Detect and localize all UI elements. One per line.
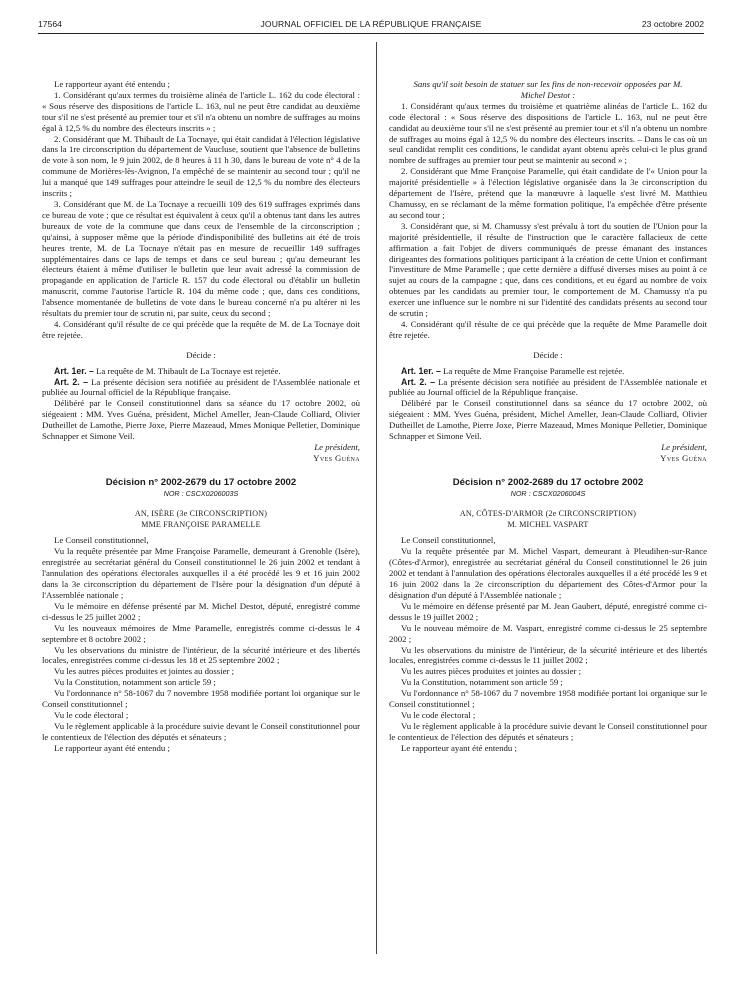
paragraph: Vu le règlement applicable à la procédure suivie devant le Conseil constitutionnel pour le contentieux de l'élection des députés et sénateurs ; — [42, 720, 360, 742]
paragraph: 2. Considérant que Mme Françoise Paramelle, qui était candidate de l'« Union pour la majorité présidentielle » à l'élection législative organisée dans la 3e circonscription du département de l'Isère, prétend que la manœuvre à laquelle s'est livré M. Matthieu Chamussy, en se réclamant de la même formation politique, l'a empêchée d'être présente au second tour ; — [389, 166, 707, 220]
paragraph: 1. Considérant qu'aux termes du troisième alinéa de l'article L. 162 du code électoral : « Sous réserve des dispositions de l'article L. 163, nul ne peut être candidat au deuxième tour s'il ne s'est présenté au premier tour et s'il n'a obtenu un nombre de suffrages au moins égal à 12,5 % du nombre des électeurs inscrits » ; — [42, 89, 360, 133]
paragraph: Vu l'ordonnance n° 58-1067 du 7 novembre 1958 modifiée portant loi organique sur le Conseil constitutionnel ; — [389, 688, 707, 710]
paragraph: Le rapporteur ayant été entendu ; — [54, 742, 170, 753]
page-header — [38, 19, 704, 33]
circonscription: AN, CÔTES-D'ARMOR (2e CIRCONSCRIPTION) — [459, 508, 637, 518]
paragraph: Le rapporteur ayant été entendu ; — [54, 79, 170, 89]
circonscription: AN, ISÈRE (3e CIRCONSCRIPTION) — [134, 508, 268, 518]
header-rule — [38, 33, 704, 34]
article-1 — [389, 366, 707, 377]
article-1 — [42, 366, 360, 377]
paragraph: 1. Considérant qu'aux termes du troisième et quatrième alinéas de l'article L. 162 du code électoral : « Sous réserve des dispositions de l'article L. 163, nul ne peut être candidat au deuxième tour s'il ne s'est présenté au premier tour et s'il n'a obtenu un nombre de suffrages au moins égal à 12,5 % du nombre des électeurs inscrits. – Dans le cas où un seul candidat remplit ces conditions, le candidat ayant obtenu après celui-ci le plus grand nombre de suffrages au premier tour peut se maintenir au second » ; — [389, 100, 707, 166]
left-column — [42, 79, 360, 754]
article-2-text: La présente décision sera notifiée au président de l'Assemblée nationale et publiée au Journal officiel de la République française. — [42, 376, 360, 398]
deliberation: Délibéré par le Conseil constitutionnel dans sa séance du 17 octobre 2002, où siégeaient : MM. Yves Guéna, président, Michel Ameller, Jean-Claude Colliard, Olivier Dutheillet de Lamothe, Pierre Joxe, Pierre Mazeaud, Mmes Monique Pelletier, Dominique Schnapper et Simone Veil. — [42, 398, 360, 442]
article-1-text: La requête de Mme Françoise Paramelle est rejetée. — [440, 365, 625, 376]
signature-title: Le président, — [314, 442, 360, 452]
paragraph: Vu le code électoral ; — [401, 709, 476, 720]
paragraph: Vu la Constitution, notamment son article 59 ; — [54, 677, 216, 688]
article-2-text: La présente décision sera notifiée au président de l'Assemblée nationale et publiée au Journal officiel de la République française. — [389, 376, 707, 398]
nor-reference: NOR : CSCX0206003S — [163, 488, 239, 498]
paragraph: Le Conseil constitutionnel, — [401, 535, 496, 546]
issue-date: 23 octobre 2002 — [641, 19, 704, 29]
paragraph: Le rapporteur ayant été entendu ; — [401, 742, 517, 753]
decide-heading: Décide : — [533, 349, 563, 360]
deliberation: Délibéré par le Conseil constitutionnel dans sa séance du 17 octobre 2002, où siégeaient : MM. Yves Guéna, président, Michel Ameller, Jean-Claude Colliard, Olivier Dutheillet de Lamothe, Pierre Joxe, Pierre Mazeaud, Mmes Monique Pelletier, Dominique Schnapper et Simone Veil. — [389, 398, 707, 442]
paragraph: Vu le mémoire en défense présenté par M. Jean Gaubert, député, enregistré comme ci-dessus le 19 juillet 2002 ; — [389, 600, 707, 622]
signature-name: Yves Guéna — [660, 452, 707, 463]
article-1-label: Art. 1er. – — [401, 365, 441, 376]
nor-reference: NOR : CSCX0206004S — [510, 488, 586, 498]
paragraph: Vu le nouveau mémoire de M. Vaspart, enregistré comme ci-dessus le 25 septembre 2002 ; — [389, 622, 707, 644]
paragraph: Vu les autres pièces produites et jointes au dossier ; — [401, 666, 582, 677]
paragraph: Vu la Constitution, notamment son article 59 ; — [401, 677, 563, 688]
decision-title: Décision n° 2002-2689 du 17 octobre 2002 — [452, 476, 644, 488]
party-name: M. MICHEL VASPART — [507, 519, 589, 529]
journal-title: JOURNAL OFFICIEL DE LA RÉPUBLIQUE FRANÇAISE — [260, 19, 482, 29]
paragraph: Vu l'ordonnance n° 58-1067 du 7 novembre 1958 modifiée portant loi organique sur le Conseil constitutionnel ; — [42, 688, 360, 710]
party-name: MME FRANÇOISE PARAMELLE — [141, 519, 261, 529]
article-2-label: Art. 2. – — [54, 376, 88, 387]
paragraph: Le Conseil constitutionnel, — [54, 535, 149, 546]
paragraph: Vu la requête présentée par M. Michel Vaspart, demeurant à Pleudihen-sur-Rance (Côtes-d'Armor), enregistrée au secrétariat général du Conseil constitutionnel le 26 juin 2002 et tendant à l'annulation des opérations électorales auxquelles il a été procédé les 9 et 16 juin 2002 dans la 2e circonscription du département des Côtes-d'Armor pour la désignation d'un député à l'Assemblée nationale ; — [389, 546, 707, 600]
paragraph: Vu les observations du ministre de l'intérieur, de la sécurité intérieure et des libertés locales, enregistrées comme ci-dessus le 11 juillet 2002 ; — [389, 644, 707, 666]
signature-title: Le président, — [661, 442, 707, 452]
decide-heading: Décide : — [186, 349, 216, 360]
paragraph: Vu les nouveaux mémoires de Mme Paramelle, enregistrés comme ci-dessus le 4 septembre et 8 octobre 2002 ; — [42, 622, 360, 644]
article-1-label: Art. 1er. – — [54, 365, 94, 376]
article-2 — [389, 377, 707, 399]
signature-name: Yves Guéna — [313, 452, 360, 463]
intro-italic: Sans qu'il soit besoin de statuer sur les fins de non-recevoir opposées par M. Michel Destot : — [413, 79, 683, 100]
decision-title: Décision n° 2002-2679 du 17 octobre 2002 — [105, 476, 297, 488]
paragraph: Vu les observations du ministre de l'intérieur, de la sécurité intérieure et des libertés locales, enregistrées comme ci-dessus les 18 et 25 septembre 2002 ; — [42, 644, 360, 666]
column-divider — [376, 42, 377, 954]
paragraph: 3. Considérant que, si M. Chamussy s'est prévalu à tort du soutien de l'Union pour la majorité présidentielle, il résulte de l'instruction que le caractère fallacieux de cette affirmation a fait l'objet de divers communiqués de presse émanant des instances dirigeantes des formations politiques participant à la création de cette Union et confirmant l'investiture de Mme Paramelle ; que cette dernière a diffusé diverses mises au point à ce sujet au cours de la campagne ; que, dans ces conditions, et eu égard au nombre de voix obtenues par les candidats au premier tour, le comportement de M. Chamussy n'a pu exercer une influence sur le nombre ni sur l'identité des candidats présents au second tour de scrutin ; — [389, 220, 707, 319]
paragraph: Vu les autres pièces produites et jointes au dossier ; — [54, 666, 235, 677]
paragraph: Vu le code électoral ; — [54, 709, 129, 720]
page-number: 17564 — [38, 19, 62, 29]
right-column — [389, 79, 707, 754]
paragraph: 4. Considérant qu'il résulte de ce qui précède que la requête de M. de La Tocnaye doit être rejetée. — [42, 318, 360, 340]
article-2 — [42, 377, 360, 399]
paragraph: 4. Considérant qu'il résulte de ce qui précède que la requête de Mme Paramelle doit être rejetée. — [389, 318, 707, 340]
paragraph: Vu la requête présentée par Mme Françoise Paramelle, demeurant à Grenoble (Isère), enregistrée au secrétariat général du Conseil constitutionnel le 26 juin 2002 et tendant à l'annulation des opérations électorales auxquelles il a été procédé les 9 et 16 juin 2002 dans la 3e circonscription du département de l'Isère pour la désignation d'un député à l'Assemblée nationale ; — [42, 546, 360, 600]
paragraph: 2. Considérant que M. Thibault de La Tocnaye, qui était candidat à l'élection législative dans la 1re circonscription du département de Vaucluse, soutient que l'absence de bulletins de vote à son nom, le 9 juin 2002, de 8 heures à 11 h 30, dans le bureau de vote n° 4 de la commune de Morières-lès-Avignon, l'a empêché de se maintenir au second tour ; qu'il ne lui a manqué que 149 suffrages pour atteindre le seuil de 12,5 % du nombre des électeurs inscrits ; — [42, 133, 360, 199]
paragraph: Vu le mémoire en défense présenté par M. Michel Destot, député, enregistré comme ci-dessus le 25 juillet 2002 ; — [42, 600, 360, 622]
paragraph: Vu le règlement applicable à la procédure suivie devant le Conseil constitutionnel pour le contentieux de l'élection des députés et sénateurs ; — [389, 720, 707, 742]
article-2-label: Art. 2. – — [401, 376, 435, 387]
article-1-text: La requête de M. Thibault de La Tocnaye est rejetée. — [93, 365, 281, 376]
paragraph: 3. Considérant que M. de La Tocnaye a recueilli 109 des 619 suffrages exprimés dans ce bureau de vote ; que ce résultat est équivalent à ceux qu'il a obtenus tant dans les autres bureaux de vote de la commune que dans ceux de l'ensemble de la circonscription ; qu'ainsi, à supposer même que la période d'indisponibilité des bulletins ait été de trois heures trente, M. de La Tocnaye n'était pas en mesure de recueillir 149 suffrages supplémentaires dans ce laps de temps et dans ce seul bureau ; qu'au demeurant les électeurs étaient à même d'utiliser le bulletin que leur avait adressé la commission de propagande en application de l'article R. 157 du code électoral ou d'établir un bulletin manuscrit, comme l'autorise l'article R. 104 du même code ; que, dans ces conditions, l'absence momentanée de bulletins de vote dans le bureau concerné n'a pu altérer ni les résultats du premier tour de scrutin ni, par suite, ceux du second ; — [42, 198, 360, 319]
